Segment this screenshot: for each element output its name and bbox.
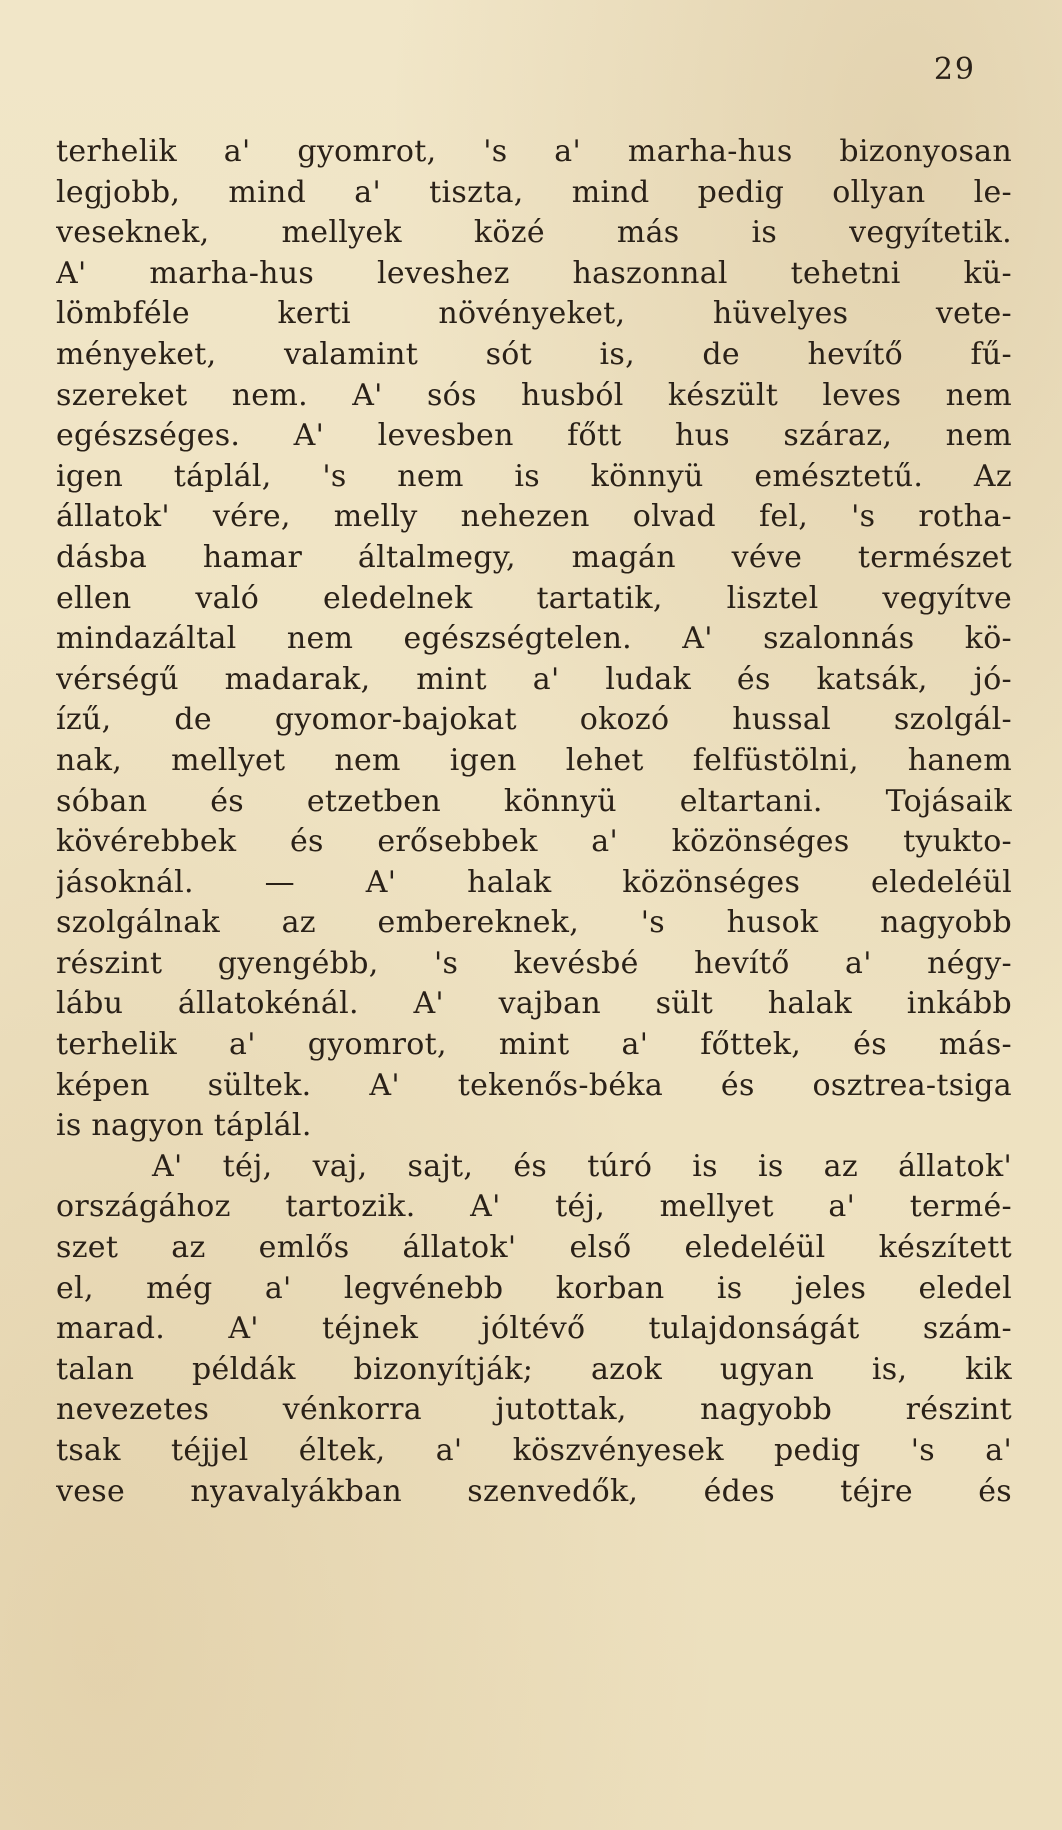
page-number: 29 bbox=[933, 52, 976, 87]
text-line: ményeket, valamint sót is, de hevítő fű- bbox=[56, 336, 1012, 372]
text-line: talan példák bizonyítják; azok ugyan is, kik bbox=[56, 1351, 1012, 1387]
text-line: szet az emlős állatok' első eledeléül készített bbox=[56, 1230, 1012, 1266]
text-line: legjobb, mind a' tiszta, mind pedig ollyan le- bbox=[56, 174, 1012, 210]
text-line: nevezetes vénkorra jutottak, nagyobb részint bbox=[56, 1392, 1012, 1428]
text-line: lábu állatokénál. A' vajban sült halak inkább bbox=[56, 986, 1012, 1022]
text-line: veseknek, mellyek közé más is vegyítetik. bbox=[56, 215, 1012, 251]
text-line: lömbféle kerti növényeket, hüvelyes vete- bbox=[56, 296, 1012, 332]
text-line: szereket nem. A' sós husból készült leves nem bbox=[56, 377, 1012, 413]
text-line: nak, mellyet nem igen lehet felfüstölni, hanem bbox=[56, 742, 1012, 778]
text-line: egészséges. A' levesben főtt hus száraz, nem bbox=[56, 418, 1012, 454]
text-line: sóban és etzetben könnyü eltartani. Tojásaik bbox=[56, 783, 1012, 819]
text-line: dásba hamar általmegy, magán véve természet bbox=[56, 539, 1012, 575]
text-line: részint gyengébb, 's kevésbé hevítő a' négy- bbox=[56, 945, 1012, 981]
text-line: el, még a' legvénebb korban is jeles eledel bbox=[56, 1270, 1012, 1306]
text-line: mindazáltal nem egészségtelen. A' szalonnás kö- bbox=[56, 621, 1012, 657]
text-line: országához tartozik. A' téj, mellyet a' termé- bbox=[56, 1189, 1012, 1225]
text-line: tsak téjjel éltek, a' köszvényesek pedig 's a' bbox=[56, 1433, 1012, 1468]
text-line: vese nyavalyákban szenvedők, édes téjre és bbox=[56, 1473, 1012, 1509]
text-line: A' marha-hus leveshez haszonnal tehetni kü- bbox=[56, 255, 1012, 291]
body-text bbox=[56, 132, 1012, 1512]
text-line: is nagyon táplál. bbox=[56, 1108, 312, 1144]
text-line: ellen való eledelnek tartatik, lisztel vegyítve bbox=[56, 580, 1012, 616]
text-line: állatok' vére, melly nehezen olvad fel, 's rotha- bbox=[56, 499, 1012, 535]
text-line: marad. A' téjnek jóltévő tulajdonságát szám- bbox=[56, 1311, 1012, 1347]
text-line: szolgálnak az embereknek, 's husok nagyobb bbox=[56, 905, 1012, 941]
text-line: kövérebbek és erősebbek a' közönséges tyukto- bbox=[56, 824, 1012, 860]
text-line: vérségű madarak, mint a' ludak és katsák, jó- bbox=[56, 661, 1012, 697]
text-line: igen táplál, 's nem is könnyü emésztetű. Az bbox=[56, 458, 1012, 494]
text-line: terhelik a' gyomrot, 's a' marha-hus bizonyosan bbox=[56, 134, 1012, 169]
text-line: képen sültek. A' tekenős-béka és osztrea-tsiga bbox=[56, 1067, 1012, 1103]
text-line: jásoknál. — A' halak közönséges eledeléül bbox=[56, 864, 1012, 900]
text-line: terhelik a' gyomrot, mint a' főttek, és más- bbox=[56, 1027, 1012, 1063]
text-line: ízű, de gyomor-bajokat okozó hussal szolgál- bbox=[56, 702, 1012, 738]
text-line: A' téj, vaj, sajt, és túró is is az állatok' bbox=[152, 1148, 1012, 1184]
